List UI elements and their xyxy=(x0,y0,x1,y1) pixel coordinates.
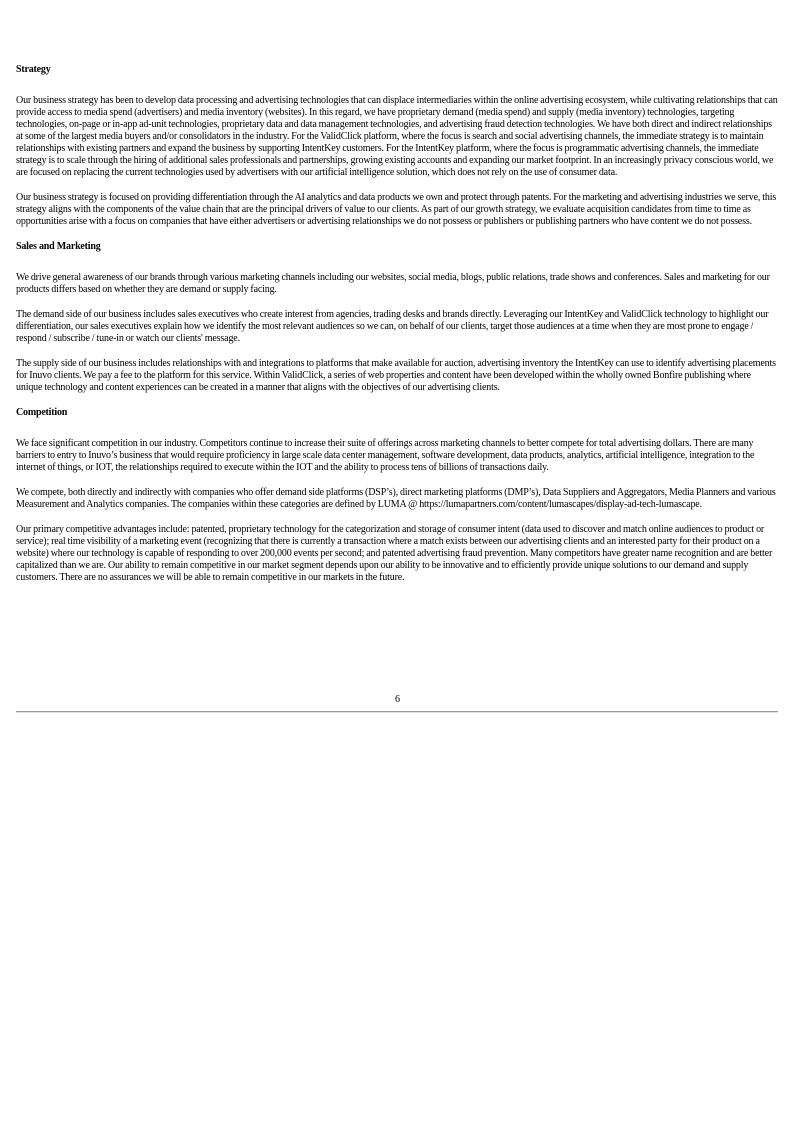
section-strategy xyxy=(16,64,778,228)
paragraph: The demand side of our business includes sales executives who create interest from agencies, trading desks and brands directly. Leveraging our IntentKey and ValidClick technology to highlight our differentiation, our sales executives explain how we identify the most relevant audiences so we can, on behalf of our clients, target those audiences at a time when they are most prone to engage / respond / subscribe / tune-in or watch our clients' message. xyxy=(16,309,769,344)
paragraph: We compete, both directly and indirectly with companies who offer demand side platforms (DSP’s), direct marketing platforms (DMP’s), Data Suppliers and Aggregators, Media Planners and various Measurement and Analytics companies. The companies within these categories are defined by LUMA @ https://lumapartners.com/content/lumascapes/display-ad-tech-lumascape. xyxy=(16,487,776,510)
page-number: 6 xyxy=(395,694,400,705)
section-heading-strategy: Strategy xyxy=(16,64,51,75)
document-body xyxy=(16,64,778,597)
paragraph: We face significant competition in our industry. Competitors continue to increase their suite of offerings across marketing channels to better compete for total advertising dollars. There are many barriers to entry to Inuvo’s business that would require proficiency in large scale data center management, software development, data products, analytics, artificial intelligence, integration to the internet of things, or IOT, the relationships required to execute within the IOT and the ability to process tens of billions of transactions daily. xyxy=(16,438,755,473)
paragraph: The supply side of our business includes relationships with and integrations to platforms that make available for auction, advertising inventory the IntentKey can use to identify advertising placements for Inuvo clients. We pay a fee to the platform for this service. Within ValidClick, a series of web properties and content have been developed within the wholly owned Bonfire publishing where unique technology and content experiences can be created in a manner that aligns with the objectives of our advertising clients. xyxy=(16,358,776,393)
paragraph: Our business strategy is focused on providing differentiation through the AI analytics and data products we own and protect through patents. For the marketing and advertising industries we serve, this strategy aligns with the components of the value chain that are the principal drivers of value to our clients. As part of our growth strategy, we evaluate acquisition candidates from time to time as opportunities arise with a focus on companies that have either advertisers or advertising relationships we do not possess or publishers or publishing partners who have content we do not possess. xyxy=(16,192,777,227)
page-divider xyxy=(16,711,778,713)
paragraph: Our business strategy has been to develop data processing and advertising technologies that can displace intermediaries within the online advertising ecosystem, while cultivating relationships that can provide access to media spend (advertisers) and media inventory (websites). In this regard, we have proprietary demand (media spend) and supply (media inventory) technologies, targeting technologies, on-page or in-app ad-unit technologies, proprietary data and data management technologies, and advertising fraud detection technologies. We have both direct and indirect relationships at some of the largest media buyers and/or consolidators in the industry. For the ValidClick platform, where the focus is search and social advertising channels, the immediate strategy is to maintain relationships with existing partners and expand the business by supporting IntentKey customers. For the IntentKey platform, where the focus is programmatic advertising channels, the immediate strategy is to scale through the hiring of additional sales professionals and partnerships, growing existing accounts and expanding our market footprint. In an increasingly privacy conscious world, we are focused on replacing the current technologies used by advertisers with our artificial intelligence solution, which does not rely on the use of consumer data. xyxy=(16,95,778,178)
section-heading-competition: Competition xyxy=(16,407,68,418)
section-competition xyxy=(16,407,778,584)
paragraph: Our primary competitive advantages include: patented, proprietary technology for the categorization and storage of consumer intent (data used to discover and match online audiences to product or service); real time visibility of a marketing event (recognizing that there is currently a transaction where a match exists between our advertising clients and an interested party for their product on a website) where our technology is capable of responding to over 200,000 events per second; and patented advertising fraud prevention. Many competitors have greater name recognition and are better capitalized than we are. Our ability to remain competitive in our market segment depends upon our ability to be innovative and to efficiently provide unique solutions to our demand and supply customers. There are no assurances we will be able to remain competitive in our markets in the future. xyxy=(16,524,773,583)
paragraph: We drive general awareness of our brands through various marketing channels including our websites, social media, blogs, public relations, trade shows and conferences. Sales and marketing for our products differs based on whether they are demand or supply facing. xyxy=(16,272,770,295)
section-heading-sales-and-marketing: Sales and Marketing xyxy=(16,241,101,252)
section-sales-and-marketing xyxy=(16,241,778,394)
